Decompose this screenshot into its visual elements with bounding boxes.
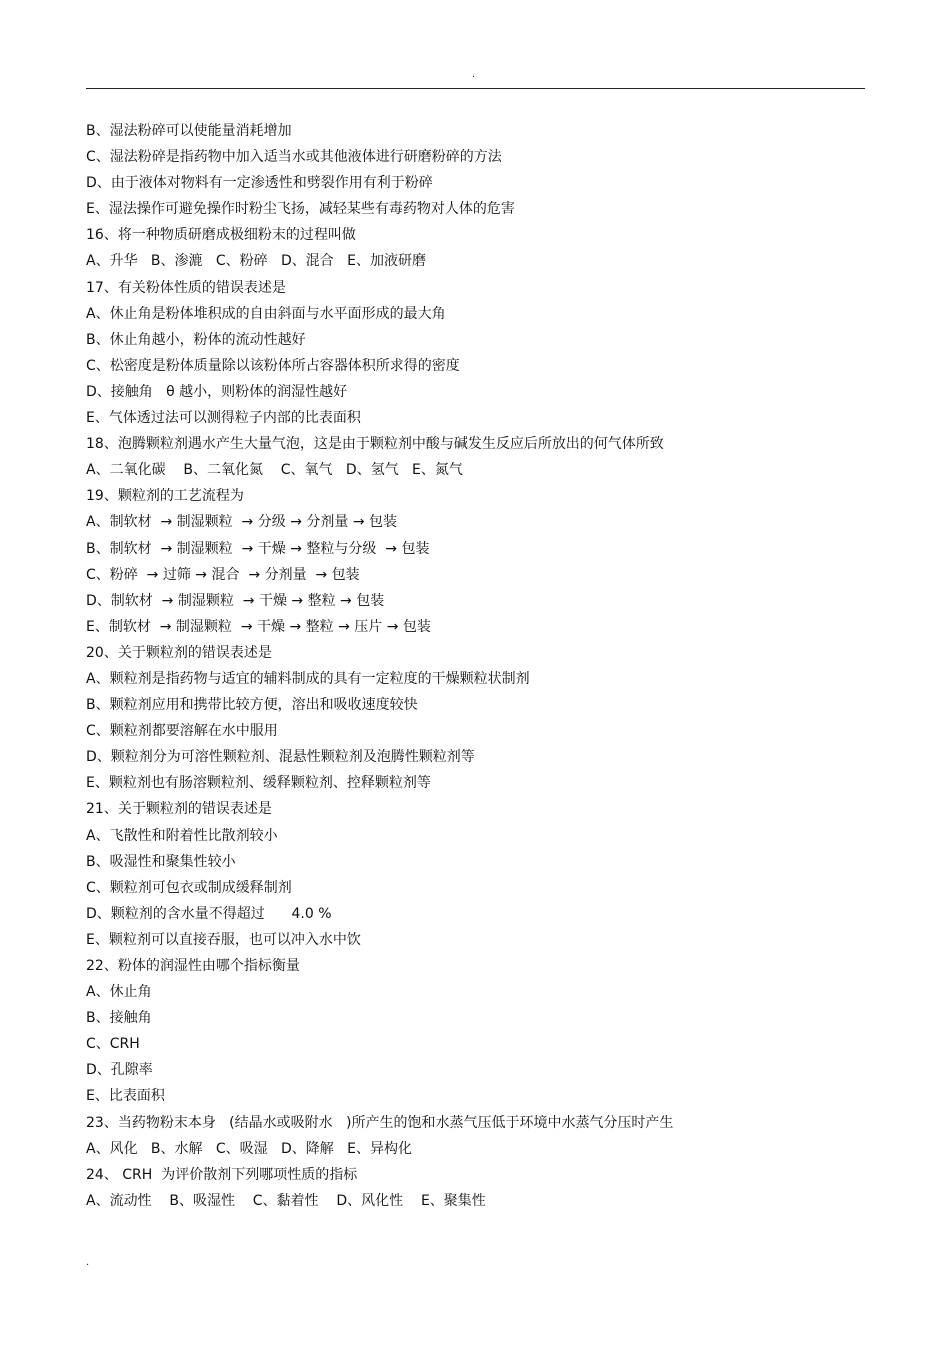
text-line: C、湿法粉碎是指药物中加入适当水或其他液体进行研磨粉碎的方法: [86, 149, 502, 166]
text-line: B、休止角越小，粉体的流动性越好: [86, 331, 306, 348]
text-line: B、吸湿性和聚集性较小: [86, 853, 236, 870]
text-line: D、颗粒剂的含水量不得超过 4.0 %: [86, 905, 332, 922]
text-line: E、气体透过法可以测得粒子内部的比表面积: [86, 410, 361, 427]
text-line: E、制软材 → 制湿颗粒 → 干燥 → 整粒 → 压片 → 包装: [86, 618, 431, 635]
question-22: 22、粉体的润湿性由哪个指标衡量: [86, 958, 300, 974]
text-line: D、接触角 θ 越小，则粉体的润湿性越好: [86, 383, 348, 400]
text-line: B、制软材 → 制湿颗粒 → 干燥 → 整粒与分级 → 包装: [86, 540, 430, 557]
question-19: 19、颗粒剂的工艺流程为: [86, 488, 244, 505]
question-17: 17、有关粉体性质的错误表述是: [86, 279, 286, 296]
text-line: A、休止角: [86, 984, 152, 1001]
text-line: C、CRH: [86, 1036, 140, 1053]
text-line: C、松密度是粉体质量除以该粉体所占容器体积所求得的密度: [86, 357, 460, 374]
text-line: C、颗粒剂都要溶解在水中服用: [86, 723, 278, 740]
question-20: 20、关于颗粒剂的错误表述是: [86, 644, 272, 661]
text-line: E、颗粒剂也有肠溶颗粒剂、缓释颗粒剂、控释颗粒剂等: [86, 775, 431, 792]
text-line: D、制软材 → 制湿颗粒 → 干燥 → 整粒 → 包装: [86, 592, 385, 609]
text-line: E、湿法操作可避免操作时粉尘飞扬，减轻某些有毒药物对人体的危害: [86, 201, 515, 218]
text-line: D、颗粒剂分为可溶性颗粒剂、混悬性颗粒剂及泡腾性颗粒剂等: [86, 749, 475, 766]
text-line: C、粉碎 → 过筛 → 混合 → 分剂量 → 包装: [86, 566, 360, 583]
text-line: D、由于液体对物料有一定渗透性和劈裂作用有利于粉碎: [86, 175, 433, 192]
text-line: E、比表面积: [86, 1088, 165, 1105]
text-line: A、二氧化碳 B、二氧化氮 C、氧气 D、氢气 E、氮气: [86, 462, 463, 479]
question-24: 24、 CRH 为评价散剂下列哪项性质的指标: [86, 1166, 358, 1183]
text-line: A、颗粒剂是指药物与适宜的辅料制成的具有一定粒度的干燥颗粒状制剂: [86, 670, 530, 687]
header-divider: [86, 88, 865, 89]
question-21: 21、关于颗粒剂的错误表述是: [86, 801, 272, 818]
text-line: B、颗粒剂应用和携带比较方便，溶出和吸收速度较快: [86, 697, 418, 714]
text-line: A、流动性 B、吸湿性 C、黏着性 D、风化性 E、聚集性: [86, 1192, 486, 1209]
text-line: E、颗粒剂可以直接吞服，也可以冲入水中饮: [86, 931, 361, 948]
document-body: [86, 118, 876, 1214]
footer-mark: .: [86, 1257, 90, 1268]
text-line: A、休止角是粉体堆积成的自由斜面与水平面形成的最大角: [86, 305, 446, 322]
text-line: A、制软材 → 制湿颗粒 → 分级 → 分剂量 → 包装: [86, 514, 398, 531]
text-line: B、湿法粉碎可以使能量消耗增加: [86, 123, 292, 139]
text-line: D、孔隙率: [86, 1062, 153, 1079]
question-18: 18、泡腾颗粒剂遇水产生大量气泡，这是由于颗粒剂中酸与碱发生反应后所放出的何气体所致: [86, 436, 664, 453]
text-line: A、飞散性和附着性比散剂较小: [86, 827, 278, 844]
text-line: A、风化 B、水解 C、吸湿 D、降解 E、异构化: [86, 1140, 412, 1157]
question-16: 16、将一种物质研磨成极细粉末的过程叫做: [86, 227, 356, 244]
question-23: 23、当药物粉末本身 (结晶水或吸附水 )所产生的饱和水蒸气压低于环境中水蒸气分压时产生: [86, 1114, 674, 1131]
text-line: C、颗粒剂可包衣或制成缓释制剂: [86, 879, 292, 896]
text-line: B、接触角: [86, 1010, 152, 1027]
header-mark: .: [472, 69, 476, 80]
text-line: A、升华 B、渗漉 C、粉碎 D、混合 E、加液研磨: [86, 253, 426, 270]
